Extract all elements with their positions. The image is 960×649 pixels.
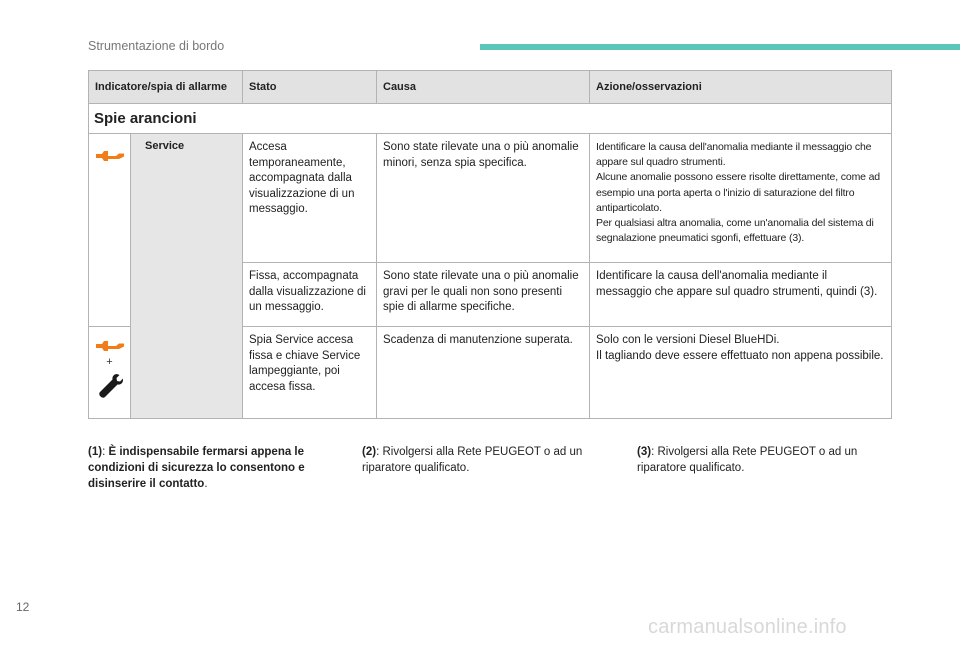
footnote-1-bold: È indispensabile fermarsi appena le condizioni di sicurezza lo consentono e disinserire il contatto: [88, 446, 305, 490]
plus-sign: +: [106, 356, 113, 368]
section-title-spie-arancioni: Spie arancioni: [89, 104, 892, 134]
section-title: Strumentazione di bordo: [88, 39, 225, 53]
icon-cell: [89, 327, 131, 419]
column-header-stato: Stato: [243, 71, 377, 104]
footnote-3-text: : Rivolgersi alla Rete PEUGEOT o ad un riparatore qualificato.: [637, 446, 858, 474]
footnote-2: [362, 444, 602, 476]
wrench-icon: [96, 372, 124, 400]
azione-line: Per qualsiasi altra anomalia, come un'anomalia del sistema di segnalazione pneumatici sgonfi, effettuare (3).: [596, 217, 874, 245]
stato-cell: Spia Service accesa fissa e chiave Service lampeggiante, poi accesa fissa.: [243, 327, 377, 419]
stato-cell: Fissa, accompagnata dalla visualizzazione di un messaggio.: [243, 263, 377, 327]
causa-cell: Scadenza di manutenzione superata.: [377, 327, 590, 419]
footnote-1: (1): È indispensabile fermarsi appena le condizioni di sicurezza lo consentono e disinserire il contatto.: [88, 446, 305, 490]
section-row: [89, 104, 892, 134]
causa-cell: Sono state rilevate una o più anomalie gravi per le quali non sono presenti spie di allarme specifiche.: [377, 263, 590, 327]
footnote-1-ref: (1): [88, 446, 103, 458]
wrench-icon: [94, 336, 126, 356]
watermark: carmanualsonline.info: [648, 616, 847, 638]
service-icons-stack: [90, 328, 129, 400]
table-row: [89, 134, 892, 263]
table-header-row: [89, 71, 892, 104]
warning-lights-table: [88, 70, 892, 419]
causa-cell: Sono state rilevate una o più anomalie minori, senza spia specifica.: [377, 134, 590, 263]
service-icon-wrap: [90, 135, 129, 170]
wrench-icon: [94, 145, 126, 167]
stato-cell: Accesa temporaneamente, accompagnata dalla visualizzazione di un messaggio.: [243, 134, 377, 263]
footnote-3-ref: (3): [637, 446, 652, 458]
footnote-3: [637, 444, 877, 476]
column-header-azione: Azione/osservazioni: [590, 71, 892, 104]
azione-cell: [590, 263, 892, 327]
azione-line: Identificare la causa dell'anomalia mediante il messaggio che appare sul quadro strumenti, quindi (3).: [596, 270, 878, 298]
indicator-name: Service: [131, 134, 243, 419]
azione-line: Identificare la causa dell'anomalia mediante il messaggio che appare sul quadro strumenti.: [596, 141, 872, 169]
azione-cell: [590, 327, 892, 419]
page-number: 12: [16, 600, 30, 614]
footnote-1-end: .: [204, 478, 208, 490]
azione-line: Alcune anomalie possono essere risolte direttamente, come ad esempio una porta aperta o l'inizio di saturazione del filtro antiparticolato.: [596, 171, 880, 214]
azione-line: Il tagliando deve essere effettuato non appena possibile.: [596, 349, 884, 362]
footnote-2-text: : Rivolgersi alla Rete PEUGEOT o ad un riparatore qualificato.: [362, 446, 583, 474]
footnote-2-ref: (2): [362, 446, 377, 458]
column-header-indicator: Indicatore/spia di allarme: [89, 71, 243, 104]
icon-cell: [89, 134, 131, 327]
column-header-causa: Causa: [377, 71, 590, 104]
azione-line: Solo con le versioni Diesel BlueHDi.: [596, 334, 780, 346]
header-accent-bar: [480, 44, 960, 50]
azione-cell: [590, 134, 892, 263]
